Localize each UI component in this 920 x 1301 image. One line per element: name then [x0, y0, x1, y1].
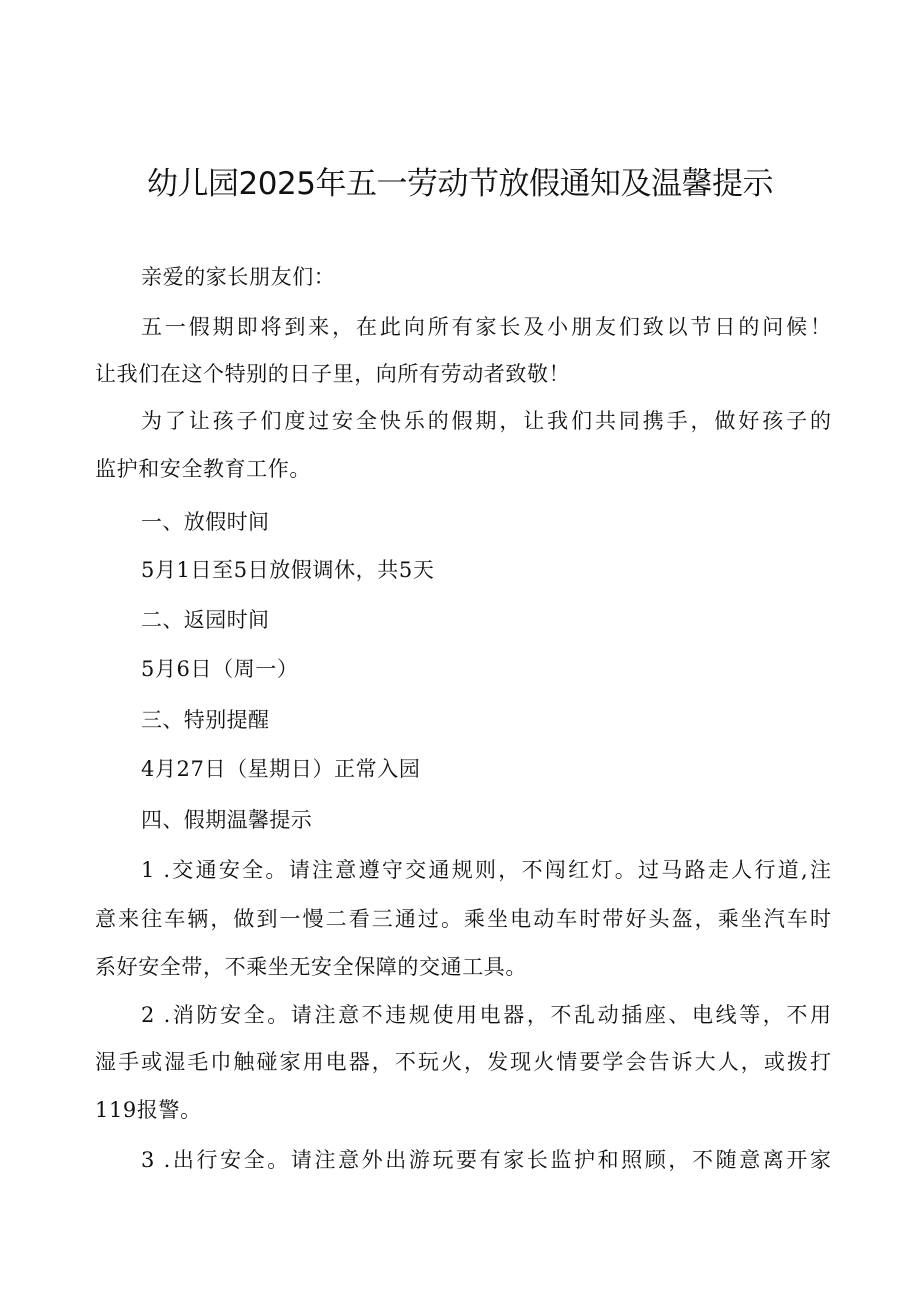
section-heading-holiday-tips: 四、假期温馨提示 [141, 808, 313, 832]
greeting: 亲爱的家长朋友们： [141, 265, 336, 289]
intro-line-3: 为了让孩子们度过安全快乐的假期，让我们共同携手，做好孩子的 [141, 409, 831, 433]
tip-fire-line-3: 119报警。 [95, 1098, 202, 1122]
section-content-special-reminder: 4月27日（星期日）正常入园 [141, 757, 421, 781]
intro-line-1: 五一假期即将到来，在此向所有家长及小朋友们致以节日的问候！ [141, 315, 831, 339]
section-content-holiday-time: 5月1日至5日放假调休，共5天 [141, 558, 435, 582]
section-content-return-time: 5月6日（周一） [141, 657, 299, 681]
intro-line-2: 让我们在这个特别的日子里，向所有劳动者致敬！ [95, 362, 571, 386]
tip-traffic-line-2: 意来往车辆，做到一慢二看三通过。乘坐电动车时带好头盔，乘坐汽车时 [95, 907, 831, 931]
tip-fire-line-1: 2 .消防安全。请注意不违规使用电器，不乱动插座、电线等，不用 [141, 1003, 831, 1027]
tip-fire-line-2: 湿手或湿毛巾触碰家用电器，不玩火，发现火情要学会告诉大人，或拨打 [95, 1050, 831, 1074]
document-title: 幼儿园2025年五一劳动节放假通知及温馨提示 [147, 166, 773, 202]
tip-traffic-line-3: 系好安全带，不乘坐无安全保障的交通工具。 [95, 955, 527, 979]
section-heading-holiday-time: 一、放假时间 [141, 510, 270, 534]
tip-traffic-line-1: 1 .交通安全。请注意遵守交通规则，不闯红灯。过马路走人行道,注 [141, 858, 831, 882]
section-heading-return-time: 二、返园时间 [141, 608, 270, 632]
section-heading-special-reminder: 三、特别提醒 [141, 708, 270, 732]
tip-outing-line-1: 3 .出行安全。请注意外出游玩要有家长监护和照顾，不随意离开家 [141, 1148, 831, 1172]
intro-line-4: 监护和安全教育工作。 [95, 457, 311, 481]
